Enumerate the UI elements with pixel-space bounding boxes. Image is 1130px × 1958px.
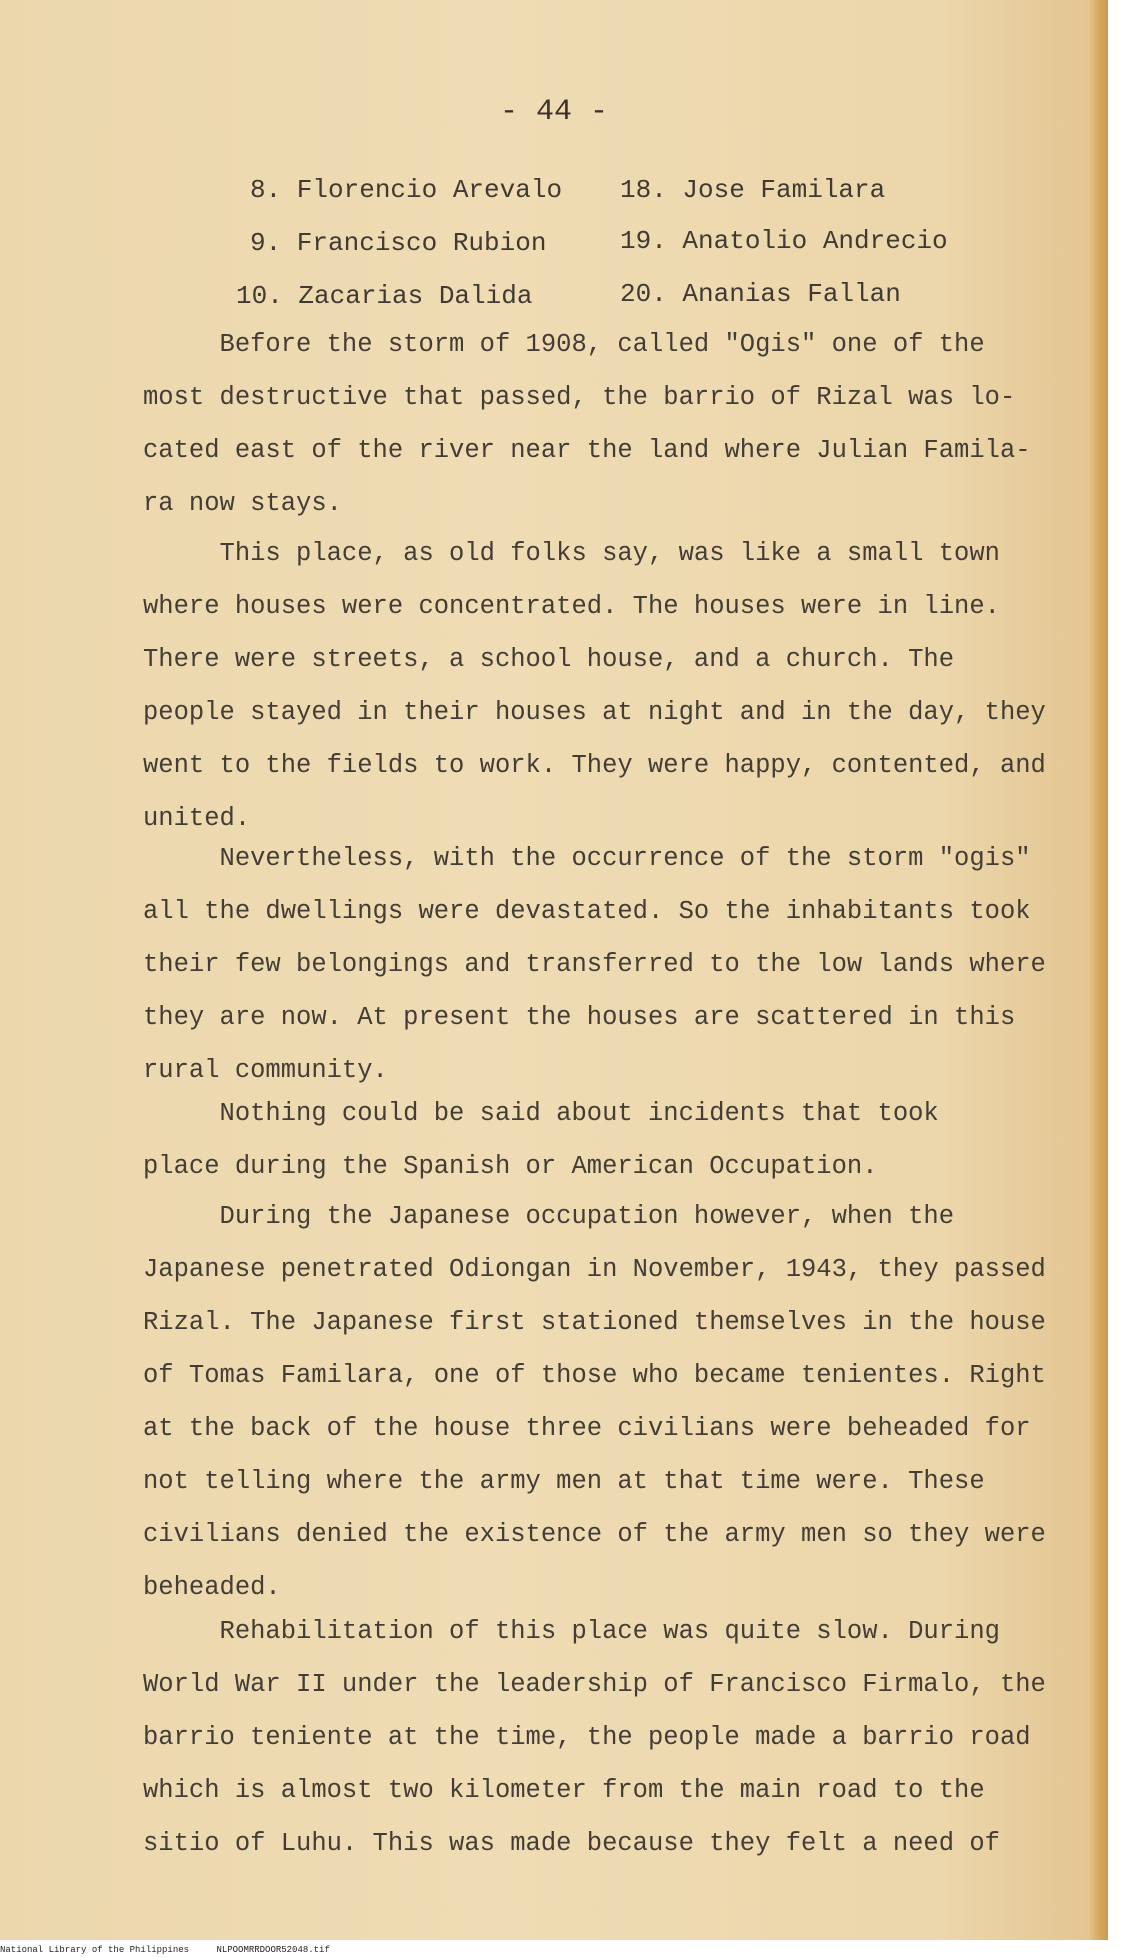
- text-line: barrio teniente at the time, the people made a barrio road: [143, 1723, 1031, 1752]
- text-line: Rehabilitation of this place was quite slow. During: [143, 1617, 1000, 1646]
- name-list-item: 19. Anatolio Andrecio: [620, 226, 948, 256]
- name-list-item: 20. Ananias Fallan: [620, 279, 901, 309]
- text-line: united.: [143, 804, 251, 833]
- text-line: at the back of the house three civilians were beheaded for: [143, 1414, 1031, 1443]
- text-line: place during the Spanish or American Occupation.: [143, 1152, 878, 1181]
- text-line: not telling where the army men at that time were. These: [143, 1467, 985, 1496]
- text-line: Before the storm of 1908, called "Ogis" one of the: [143, 330, 985, 359]
- paragraph-storm: [143, 318, 1073, 530]
- paragraph-occupation: [143, 1087, 1073, 1193]
- text-line: most destructive that passed, the barrio of Rizal was lo-: [143, 383, 1016, 412]
- text-line: people stayed in their houses at night and in the day, they: [143, 698, 1046, 727]
- text-line: Nothing could be said about incidents that took: [143, 1099, 939, 1128]
- text-line: of Tomas Familara, one of those who became tenientes. Right: [143, 1361, 1046, 1390]
- text-line: their few belongings and transferred to the low lands where: [143, 950, 1046, 979]
- text-line: Nevertheless, with the occurrence of the storm "ogis": [143, 844, 1031, 873]
- text-line: ra now stays.: [143, 489, 342, 518]
- text-line: cated east of the river near the land where Julian Famila-: [143, 436, 1031, 465]
- name-list-item: 10. Zacarias Dalida: [236, 281, 533, 311]
- text-line: This place, as old folks say, was like a small town: [143, 539, 1000, 568]
- text-line: rural community.: [143, 1056, 388, 1085]
- text-line: sitio of Luhu. This was made because they felt a need of: [143, 1829, 1000, 1858]
- paragraph-devastation: [143, 832, 1073, 1097]
- footer-source: National Library of the Philippines: [0, 1945, 190, 1955]
- text-line: civilians denied the existence of the army men so they were: [143, 1520, 1046, 1549]
- text-line: which is almost two kilometer from the main road to the: [143, 1776, 985, 1805]
- page-number: - 44 -: [499, 95, 609, 129]
- text-line: During the Japanese occupation however, when the: [143, 1202, 955, 1231]
- text-line: Japanese penetrated Odiongan in November, 1943, they passed: [143, 1255, 1046, 1284]
- text-line: beheaded.: [143, 1573, 281, 1602]
- name-list-item: 9. Francisco Rubion: [250, 228, 547, 258]
- text-line: all the dwellings were devastated. So the inhabitants took: [143, 897, 1031, 926]
- paragraph-japanese: [143, 1190, 1073, 1614]
- footer-file-id: NLPOOMRRDOOR52048.tif: [216, 1945, 330, 1955]
- text-line: World War II under the leadership of Francisco Firmalo, the: [143, 1670, 1046, 1699]
- text-line: Rizal. The Japanese first stationed themselves in the house: [143, 1308, 1046, 1337]
- text-line: There were streets, a school house, and a church. The: [143, 645, 955, 674]
- text-line: they are now. At present the houses are scattered in this: [143, 1003, 1016, 1032]
- paragraph-old-town: [143, 527, 1073, 845]
- paragraph-rehabilitation: [143, 1605, 1073, 1870]
- scan-footer: [0, 1943, 1130, 1958]
- name-list-item: 8. Florencio Arevalo: [250, 175, 563, 205]
- text-line: went to the fields to work. They were happy, contented, and: [143, 751, 1046, 780]
- page-edge: [1088, 0, 1108, 1940]
- name-list-item: 18. Jose Familara: [620, 175, 886, 205]
- text-line: where houses were concentrated. The houses were in line.: [143, 592, 1000, 621]
